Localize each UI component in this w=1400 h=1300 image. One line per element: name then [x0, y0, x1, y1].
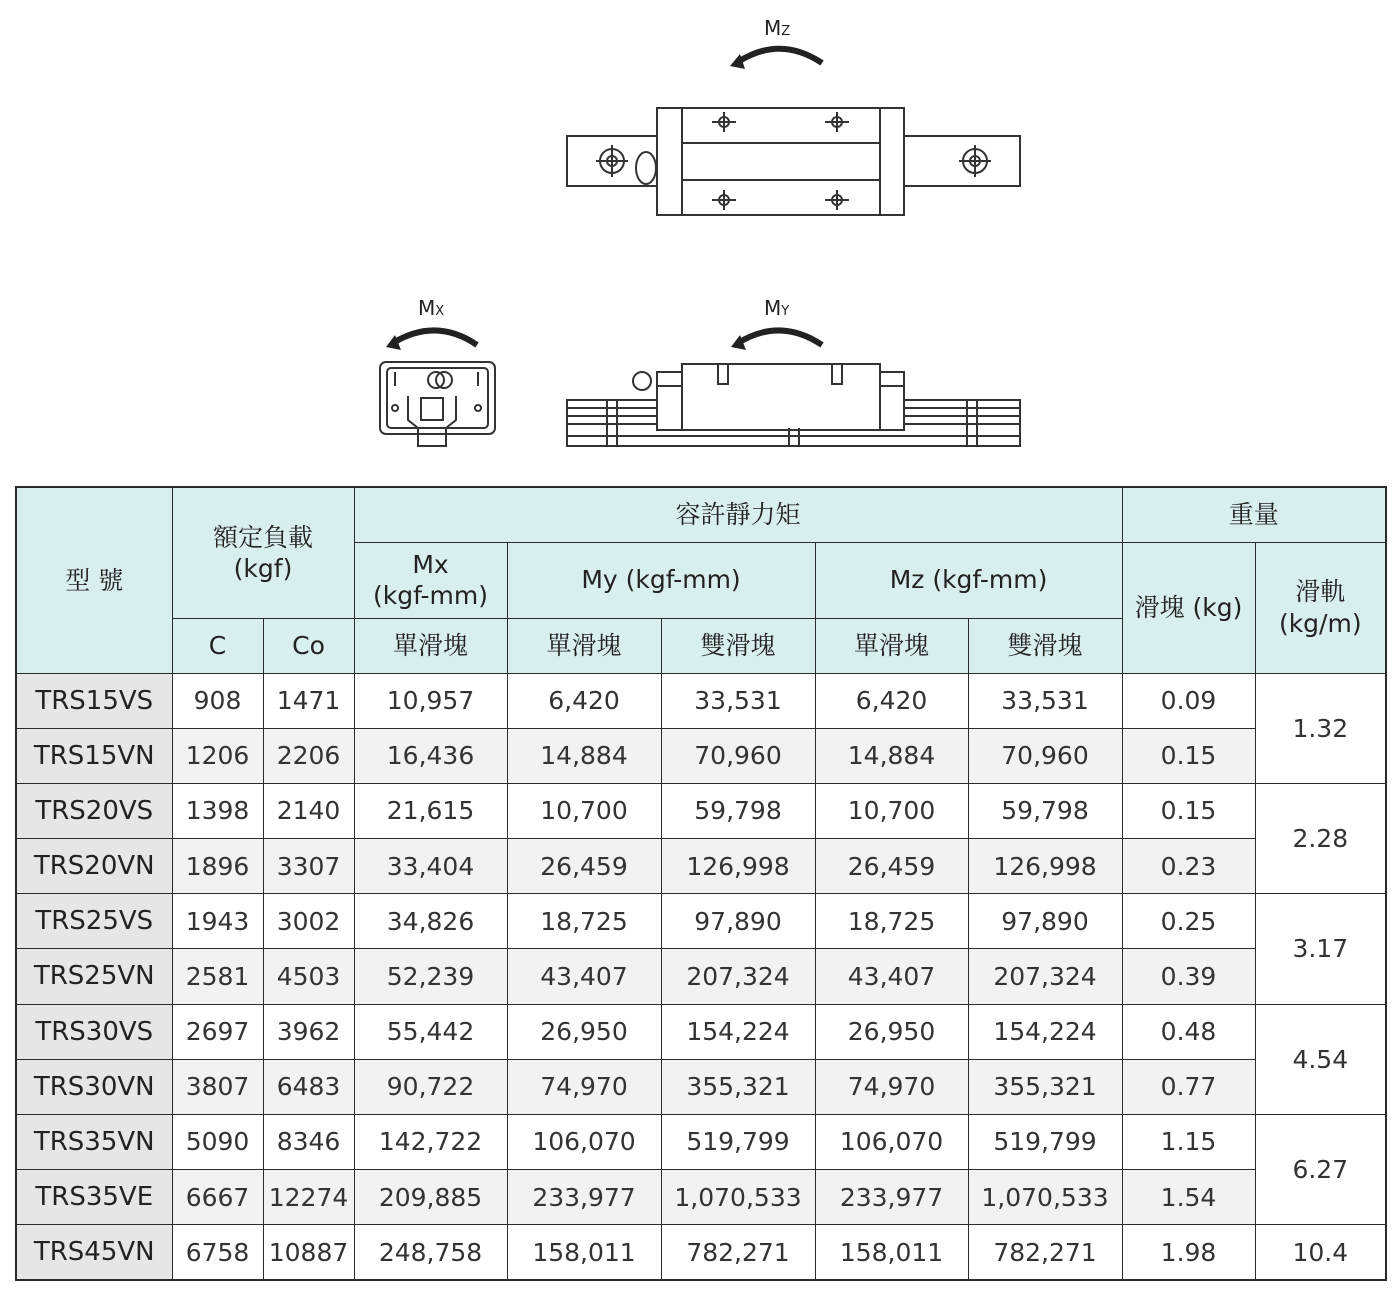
- cell-my-single: 14,884: [507, 728, 661, 783]
- cell-co: 1471: [263, 673, 354, 728]
- cell-mz-single: 6,420: [815, 673, 968, 728]
- header-weight: 重量: [1122, 487, 1386, 542]
- cell-my-single: 26,950: [507, 1004, 661, 1059]
- cell-mz-double: 154,224: [968, 1004, 1122, 1059]
- cell-mx: 209,885: [354, 1170, 507, 1225]
- cell-block-weight: 0.15: [1122, 783, 1255, 838]
- cell-mx: 55,442: [354, 1004, 507, 1059]
- header-rated-load: 額定負載 (kgf): [172, 487, 354, 618]
- header-my: My (kgf-mm): [507, 542, 815, 618]
- cell-c: 1943: [172, 894, 263, 949]
- cell-c: 1398: [172, 783, 263, 838]
- cell-my-double: 59,798: [661, 783, 815, 838]
- cell-model: TRS15VS: [16, 673, 172, 728]
- mz-label: MZ: [764, 16, 791, 40]
- header-my-single: 單滑塊: [507, 618, 661, 673]
- header-co: Co: [263, 618, 354, 673]
- cell-mz-single: 26,950: [815, 1004, 968, 1059]
- cell-block-weight: 0.23: [1122, 839, 1255, 894]
- cell-rail-weight: 10.4: [1255, 1225, 1386, 1280]
- cell-my-single: 233,977: [507, 1170, 661, 1225]
- cell-co: 4503: [263, 949, 354, 1004]
- spec-table: [15, 486, 1387, 1281]
- cell-mz-double: 207,324: [968, 949, 1122, 1004]
- cell-block-weight: 0.39: [1122, 949, 1255, 1004]
- cell-block-weight: 1.54: [1122, 1170, 1255, 1225]
- cell-mz-double: 97,890: [968, 894, 1122, 949]
- cell-my-double: 1,070,533: [661, 1170, 815, 1225]
- top-view-block: [567, 49, 1020, 215]
- cell-c: 5090: [172, 1114, 263, 1169]
- header-mz-double: 雙滑塊: [968, 618, 1122, 673]
- header-block-weight: 滑塊 (kg): [1122, 542, 1255, 673]
- cell-block-weight: 1.98: [1122, 1225, 1255, 1280]
- cell-mx: 34,826: [354, 894, 507, 949]
- cell-mz-double: 59,798: [968, 783, 1122, 838]
- cell-model: TRS30VN: [16, 1059, 172, 1114]
- cell-block-weight: 0.77: [1122, 1059, 1255, 1114]
- cell-block-weight: 1.15: [1122, 1114, 1255, 1169]
- cell-rail-weight: 3.17: [1255, 894, 1386, 1004]
- cell-my-double: 782,271: [661, 1225, 815, 1280]
- front-view-block: [380, 330, 495, 446]
- cell-block-weight: 0.15: [1122, 728, 1255, 783]
- cell-model: TRS20VS: [16, 783, 172, 838]
- header-mz-single: 單滑塊: [815, 618, 968, 673]
- cell-my-double: 519,799: [661, 1114, 815, 1169]
- table-row: [16, 1114, 1386, 1169]
- cell-model: TRS30VS: [16, 1004, 172, 1059]
- cell-co: 3962: [263, 1004, 354, 1059]
- cell-my-double: 355,321: [661, 1059, 815, 1114]
- table-row: [16, 1170, 1386, 1225]
- cell-co: 2140: [263, 783, 354, 838]
- cell-mx: 142,722: [354, 1114, 507, 1169]
- cell-mz-single: 10,700: [815, 783, 968, 838]
- cell-c: 908: [172, 673, 263, 728]
- cell-co: 10887: [263, 1225, 354, 1280]
- cell-my-single: 10,700: [507, 783, 661, 838]
- cell-rail-weight: 6.27: [1255, 1114, 1386, 1224]
- cell-model: TRS15VN: [16, 728, 172, 783]
- header-mx-single: 單滑塊: [354, 618, 507, 673]
- cell-mz-single: 26,459: [815, 839, 968, 894]
- table-row: [16, 1059, 1386, 1114]
- header-mx: Mx (kgf-mm): [354, 542, 507, 618]
- header-my-double: 雙滑塊: [661, 618, 815, 673]
- cell-co: 2206: [263, 728, 354, 783]
- cell-c: 2697: [172, 1004, 263, 1059]
- cell-my-double: 154,224: [661, 1004, 815, 1059]
- cell-my-double: 70,960: [661, 728, 815, 783]
- cell-mx: 33,404: [354, 839, 507, 894]
- cell-c: 6667: [172, 1170, 263, 1225]
- side-view-block: [567, 330, 1020, 446]
- cell-block-weight: 0.48: [1122, 1004, 1255, 1059]
- table-row: [16, 783, 1386, 838]
- cell-mx: 16,436: [354, 728, 507, 783]
- cell-rail-weight: 2.28: [1255, 783, 1386, 893]
- cell-co: 8346: [263, 1114, 354, 1169]
- table-row: [16, 728, 1386, 783]
- cell-rail-weight: 4.54: [1255, 1004, 1386, 1114]
- cell-my-single: 6,420: [507, 673, 661, 728]
- cell-mx: 10,957: [354, 673, 507, 728]
- cell-c: 1896: [172, 839, 263, 894]
- cell-mx: 52,239: [354, 949, 507, 1004]
- header-mz: Mz (kgf-mm): [815, 542, 1122, 618]
- cell-mx: 248,758: [354, 1225, 507, 1280]
- cell-mz-double: 33,531: [968, 673, 1122, 728]
- my-arrow: [738, 330, 822, 345]
- cell-mz-single: 106,070: [815, 1114, 968, 1169]
- cell-my-single: 106,070: [507, 1114, 661, 1169]
- cell-model: TRS35VN: [16, 1114, 172, 1169]
- cell-mz-double: 1,070,533: [968, 1170, 1122, 1225]
- cell-mz-double: 782,271: [968, 1225, 1122, 1280]
- cell-block-weight: 0.25: [1122, 894, 1255, 949]
- cell-c: 1206: [172, 728, 263, 783]
- cell-mx: 21,615: [354, 783, 507, 838]
- header-static-moment: 容許靜力矩: [354, 487, 1122, 542]
- cell-my-double: 33,531: [661, 673, 815, 728]
- cell-mz-double: 519,799: [968, 1114, 1122, 1169]
- cell-mz-single: 43,407: [815, 949, 968, 1004]
- mz-arrow: [738, 49, 822, 63]
- moment-diagram-svg: [0, 0, 1400, 470]
- table-row: [16, 839, 1386, 894]
- cell-mz-single: 18,725: [815, 894, 968, 949]
- cell-model: TRS20VN: [16, 839, 172, 894]
- cell-c: 3807: [172, 1059, 263, 1114]
- cell-co: 3002: [263, 894, 354, 949]
- my-label: MY: [764, 296, 790, 320]
- table-row: [16, 673, 1386, 728]
- table-row: [16, 949, 1386, 1004]
- table-row: [16, 1004, 1386, 1059]
- cell-c: 2581: [172, 949, 263, 1004]
- cell-mz-double: 126,998: [968, 839, 1122, 894]
- cell-co: 3307: [263, 839, 354, 894]
- cell-my-single: 26,459: [507, 839, 661, 894]
- cell-model: TRS25VN: [16, 949, 172, 1004]
- cell-my-single: 158,011: [507, 1225, 661, 1280]
- header-rail-weight: 滑軌 (kg/m): [1255, 542, 1386, 673]
- cell-my-double: 97,890: [661, 894, 815, 949]
- cell-mz-double: 355,321: [968, 1059, 1122, 1114]
- mx-label: MX: [418, 296, 445, 320]
- cell-mz-single: 158,011: [815, 1225, 968, 1280]
- table-row: [16, 1225, 1386, 1280]
- cell-my-double: 126,998: [661, 839, 815, 894]
- header-c: C: [172, 618, 263, 673]
- cell-model: TRS35VE: [16, 1170, 172, 1225]
- cell-model: TRS45VN: [16, 1225, 172, 1280]
- cell-my-single: 43,407: [507, 949, 661, 1004]
- cell-mz-single: 233,977: [815, 1170, 968, 1225]
- cell-rail-weight: 1.32: [1255, 673, 1386, 783]
- cell-my-single: 18,725: [507, 894, 661, 949]
- mx-arrow: [393, 330, 477, 345]
- cell-mx: 90,722: [354, 1059, 507, 1114]
- cell-mz-single: 74,970: [815, 1059, 968, 1114]
- table-row: [16, 894, 1386, 949]
- cell-block-weight: 0.09: [1122, 673, 1255, 728]
- moment-diagrams: [0, 0, 1400, 470]
- cell-my-double: 207,324: [661, 949, 815, 1004]
- cell-co: 6483: [263, 1059, 354, 1114]
- cell-model: TRS25VS: [16, 894, 172, 949]
- cell-my-single: 74,970: [507, 1059, 661, 1114]
- cell-co: 12274: [263, 1170, 354, 1225]
- cell-c: 6758: [172, 1225, 263, 1280]
- cell-mz-single: 14,884: [815, 728, 968, 783]
- header-model: 型 號: [16, 487, 172, 673]
- cell-mz-double: 70,960: [968, 728, 1122, 783]
